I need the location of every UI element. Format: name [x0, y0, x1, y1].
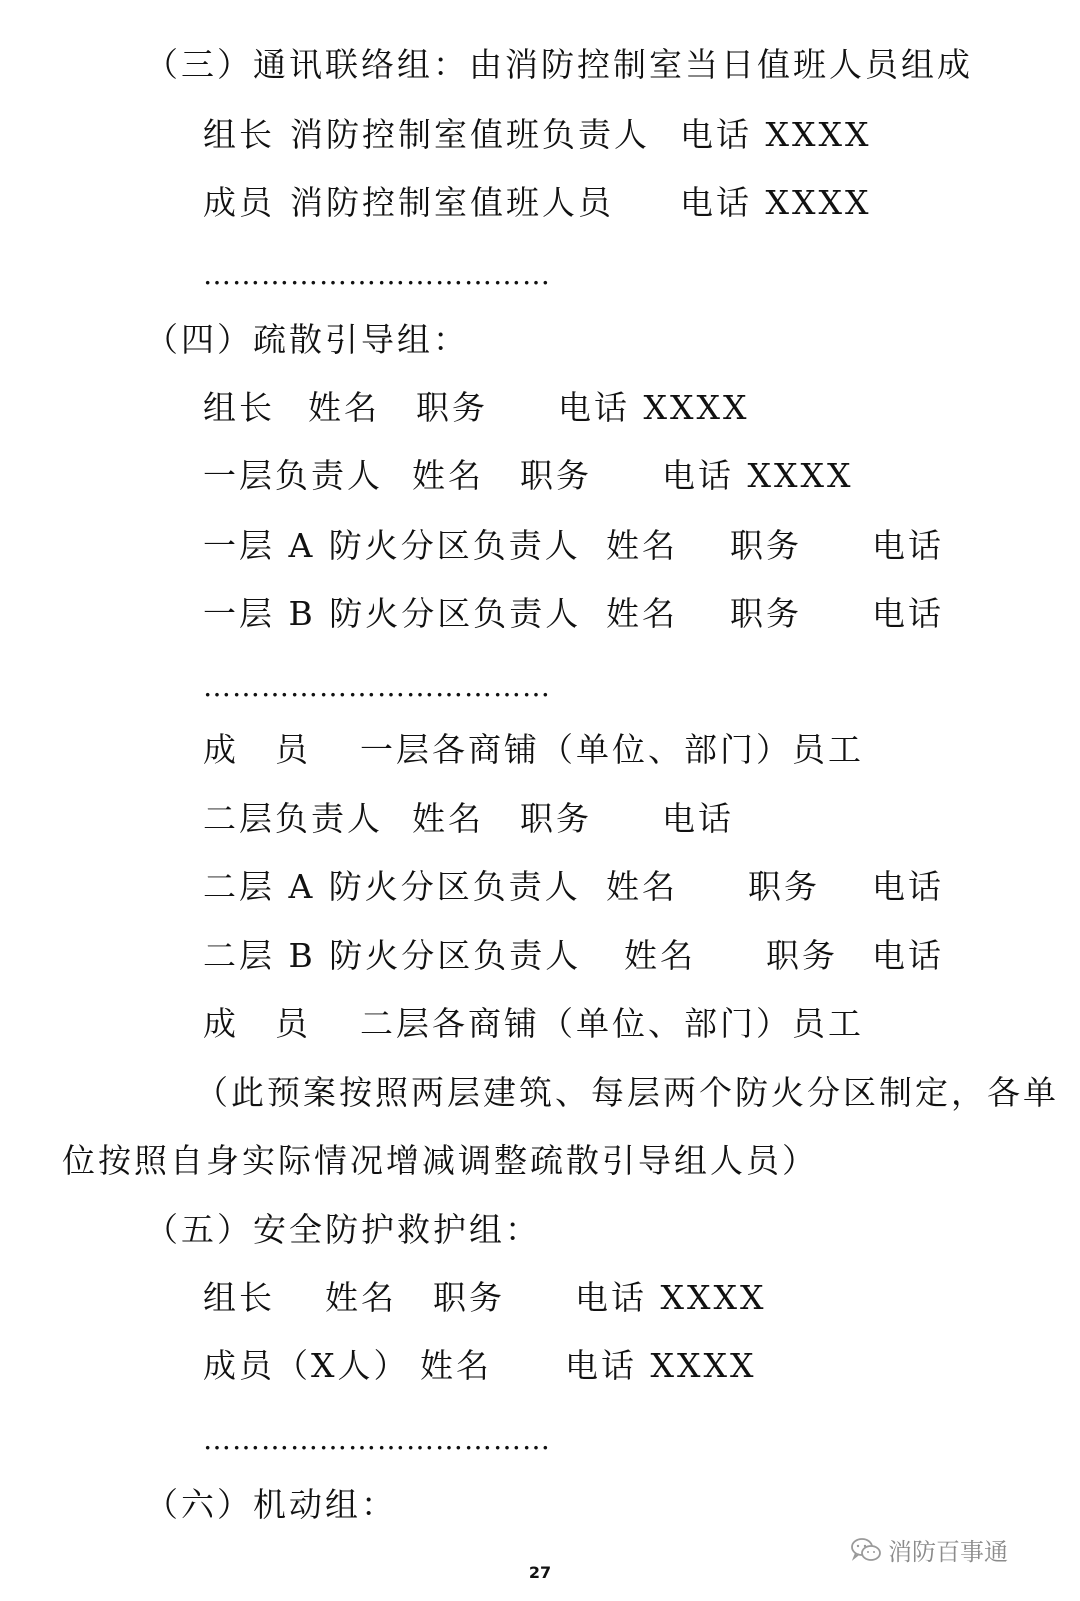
section6-title: （六）机动组：	[145, 1485, 397, 1524]
section4-floor2-b-title: 职务	[766, 936, 838, 975]
section4-floor1-a-title: 职务	[730, 526, 802, 565]
section4-floor2-head-name: 姓名	[412, 799, 484, 838]
section4-floor1-b-name: 姓名	[606, 594, 678, 633]
section4-floor1-members-role: 成 员	[203, 730, 311, 769]
section4-floor2-a-name: 姓名	[606, 867, 678, 906]
section4-floor2-head-phone: 电话	[662, 799, 734, 838]
section5-leader-phone: 电话 XXXX	[575, 1278, 767, 1317]
section4-leader-title: 职务	[416, 388, 488, 427]
section4-leader-name: 姓名	[308, 388, 380, 427]
section4-note-line1: （此预案按照两层建筑、每层两个防火分区制定，各单	[195, 1073, 1059, 1112]
section4-floor2-members-role: 成 员	[203, 1004, 311, 1043]
section4-ellipsis: ………………………………	[203, 670, 551, 703]
section5-leader-role: 组长	[203, 1278, 275, 1317]
section5-members-role: 成员（X人）	[203, 1346, 410, 1385]
wechat-icon	[850, 1536, 882, 1564]
section5-leader-title: 职务	[433, 1278, 505, 1317]
section4-floor1-a-name: 姓名	[606, 526, 678, 565]
section3-leader-person: 消防控制室值班负责人	[290, 115, 650, 154]
section5-leader-name: 姓名	[325, 1278, 397, 1317]
section4-floor2-members-desc: 二层各商铺（单位、部门）员工	[360, 1004, 864, 1043]
section4-title: （四）疏散引导组：	[145, 320, 469, 359]
section3-member-phone: 电话 XXXX	[680, 183, 872, 222]
section4-floor1-b-title: 职务	[730, 594, 802, 633]
section5-members-name: 姓名	[420, 1346, 492, 1385]
section4-leader-phone: 电话 XXXX	[558, 388, 750, 427]
section4-floor2-a-title: 职务	[748, 867, 820, 906]
section3-member-role: 成员	[203, 183, 275, 222]
section4-floor1-b-phone: 电话	[872, 594, 944, 633]
section4-floor1-a-role: 一层 A 防火分区负责人	[203, 526, 581, 565]
section4-floor2-b-name: 姓名	[624, 936, 696, 975]
section4-floor2-head-title: 职务	[520, 799, 592, 838]
section3-member-person: 消防控制室值班人员	[290, 183, 614, 222]
section4-floor1-head-title: 职务	[520, 456, 592, 495]
section4-floor2-b-role: 二层 B 防火分区负责人	[203, 936, 582, 975]
section4-floor2-b-phone: 电话	[872, 936, 944, 975]
section3-leader-phone: 电话 XXXX	[680, 115, 872, 154]
section3-title: （三）通讯联络组：由消防控制室当日值班人员组成	[145, 45, 973, 84]
watermark-text: 消防百事通	[888, 1538, 1008, 1566]
section4-floor1-b-role: 一层 B 防火分区负责人	[203, 594, 582, 633]
section4-leader-role: 组长	[203, 388, 275, 427]
section5-title: （五）安全防护救护组：	[145, 1210, 541, 1249]
section4-floor1-head-name: 姓名	[412, 456, 484, 495]
section4-floor1-head-phone: 电话 XXXX	[662, 456, 854, 495]
watermark	[850, 1532, 1008, 1567]
page-number: 27	[528, 1563, 552, 1582]
section4-floor2-head-role: 二层负责人	[203, 799, 383, 838]
section4-floor1-a-phone: 电话	[872, 526, 944, 565]
section5-members-phone: 电话 XXXX	[565, 1346, 757, 1385]
section4-floor1-head-role: 一层负责人	[203, 456, 383, 495]
section4-note-line2: 位按照自身实际情况增减调整疏散引导组人员）	[62, 1141, 818, 1180]
section3-leader-role: 组长	[203, 115, 275, 154]
section4-floor1-members-desc: 一层各商铺（单位、部门）员工	[360, 730, 864, 769]
section4-floor2-a-role: 二层 A 防火分区负责人	[203, 867, 581, 906]
section4-floor2-a-phone: 电话	[872, 867, 944, 906]
section3-ellipsis: ………………………………	[203, 258, 551, 291]
section5-ellipsis: ………………………………	[203, 1423, 551, 1456]
